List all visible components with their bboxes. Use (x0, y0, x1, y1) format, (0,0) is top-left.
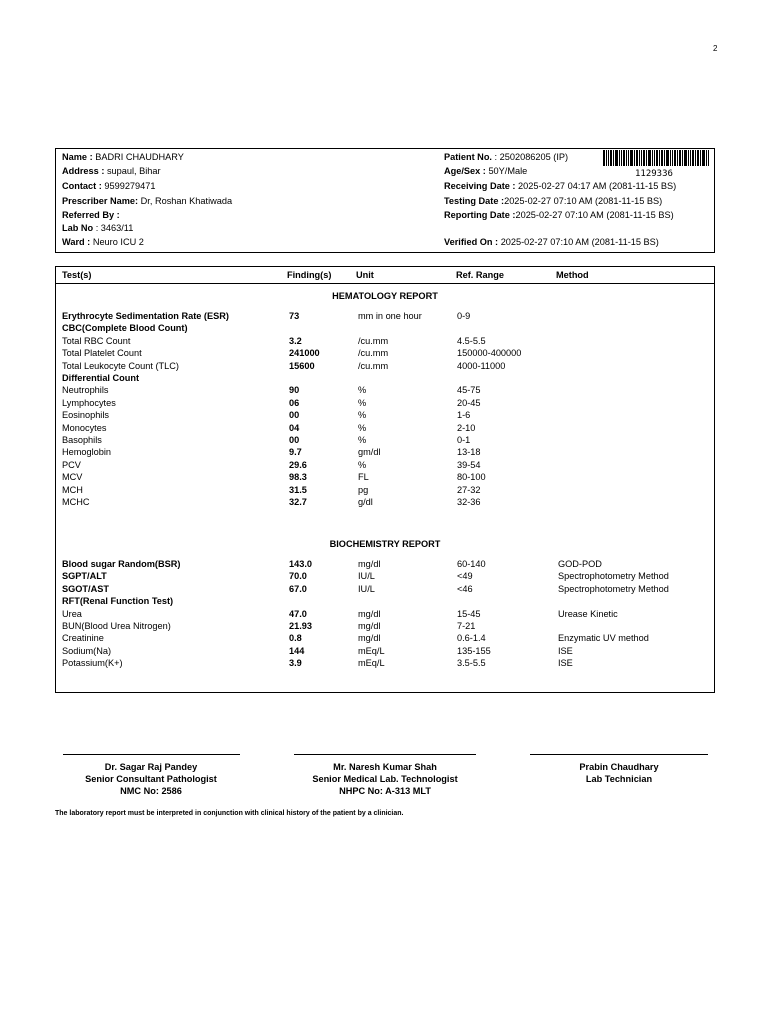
cell-test: Total Platelet Count (62, 348, 142, 359)
cell-test: Hemoglobin (62, 447, 112, 458)
cell-method: Spectrophotometry Method (558, 571, 669, 582)
cell-finding: 241000 (289, 348, 320, 359)
signatory-name: Prabin Chaudhary (579, 762, 659, 772)
cell-test: Differential Count (62, 373, 140, 383)
age-sex: 50Y/Male (488, 166, 528, 176)
cell-unit: % (358, 385, 367, 396)
ward-line: Ward : Neuro ICU 2 (62, 237, 144, 247)
cell-ref: 4.5-5.5 (457, 335, 486, 346)
cell-test: Erythrocyte Sedimentation Rate (ESR) (62, 311, 229, 321)
cell-unit: % (358, 422, 367, 433)
ward: Neuro ICU 2 (92, 237, 144, 247)
cell-test: Total Leukocyte Count (TLC) (62, 360, 179, 371)
reporting-date: 2025-02-27 07:10 AM (2081-11-15 BS) (515, 210, 674, 220)
cell-unit: IU/L (358, 583, 375, 594)
cell-ref: 1-6 (457, 410, 471, 421)
cell-test: SGPT/ALT (62, 571, 107, 582)
cell-unit: mg/dl (358, 621, 381, 631)
col-header-ref-range: Ref. Range (456, 270, 504, 280)
cell-unit: g/dl (358, 497, 373, 507)
cell-ref: 0-9 (457, 311, 471, 321)
cell-finding: 29.6 (289, 459, 307, 470)
lab-no: : 3463/11 (95, 223, 134, 233)
cell-unit: IU/L (358, 571, 375, 582)
cell-ref: 80-100 (457, 472, 486, 483)
cell-test: CBC(Complete Blood Count) (62, 323, 188, 334)
cell-finding: 90 (289, 385, 300, 396)
cell-unit: mEq/L (358, 658, 385, 669)
barcode-icon (603, 150, 709, 166)
cell-unit: % (358, 435, 367, 445)
col-header-unit: Unit (356, 270, 374, 280)
cell-finding: 9.7 (289, 447, 302, 458)
cell-test: Basophils (62, 435, 102, 445)
cell-test: Total RBC Count (62, 335, 131, 346)
cell-unit: FL (358, 472, 369, 483)
patient-no-line: Patient No. : 2502086205 (IP) (444, 152, 569, 162)
cell-unit: mg/dl (358, 633, 381, 644)
cell-finding: 70.0 (289, 571, 307, 582)
reporting-date-line: Reporting Date :2025-02-27 07:10 AM (2081-11-15 BS) (444, 210, 674, 220)
cell-finding: 0.8 (289, 633, 302, 644)
cell-unit: gm/dl (358, 447, 381, 458)
cell-method: ISE (558, 645, 573, 656)
cell-method: Urease Kinetic (558, 608, 618, 619)
header-divider (55, 283, 715, 284)
cell-unit: pg (358, 484, 369, 495)
page-number: 2 (713, 44, 718, 53)
cell-ref: <46 (457, 583, 473, 594)
receiving-date-line: Receiving Date : 2025-02-27 04:17 AM (2081-11-15 BS) (444, 181, 677, 191)
signatory-name: Dr. Sagar Raj Pandey (104, 762, 198, 772)
contact-line: Contact : 9599279471 (62, 181, 156, 191)
cell-finding: 15600 (289, 360, 315, 371)
cell-finding: 32.7 (289, 497, 307, 507)
cell-unit: /cu.mm (358, 348, 389, 359)
cell-finding: 144 (289, 645, 305, 656)
cell-unit: mg/dl (358, 559, 381, 569)
cell-ref: 150000-400000 (457, 348, 522, 359)
cell-unit: /cu.mm (358, 335, 389, 346)
signature-line-2 (294, 754, 476, 755)
cell-test: MCH (62, 484, 83, 495)
cell-unit: mm in one hour (358, 311, 422, 321)
cell-finding: 3.2 (289, 335, 302, 346)
cell-method: Spectrophotometry Method (558, 583, 669, 594)
cell-ref: 135-155 (457, 645, 491, 656)
cell-test: Creatinine (62, 633, 104, 644)
cell-test: Lymphocytes (62, 397, 116, 408)
cell-finding: 3.9 (289, 658, 302, 669)
cell-unit: % (358, 459, 367, 470)
prescriber: Dr, Roshan Khatiwada (140, 196, 233, 206)
signature-line-3 (530, 754, 708, 755)
cell-finding: 73 (289, 311, 300, 321)
receiving-date: 2025-02-27 04:17 AM (2081-11-15 BS) (518, 181, 677, 191)
cell-method: GOD-POD (558, 559, 602, 569)
cell-unit: % (358, 397, 367, 408)
cell-test: Sodium(Na) (62, 645, 112, 656)
footer-note: The laboratory report must be interpreted in conjunction with clinical history of the patient by a clinician. (55, 810, 404, 817)
cell-method: ISE (558, 658, 573, 669)
cell-test: Urea (62, 608, 82, 619)
cell-ref: 0.6-1.4 (457, 633, 486, 644)
cell-unit: mEq/L (358, 645, 385, 656)
cell-test: RFT(Renal Function Test) (62, 596, 174, 607)
address: supaul, Bihar (106, 166, 161, 176)
verified-on: 2025-02-27 07:10 AM (2081-11-15 BS) (500, 237, 659, 247)
cell-ref: 60-140 (457, 559, 486, 569)
patient-name-line: Name : BADRI CHAUDHARY (62, 152, 184, 162)
cell-ref: 39-54 (457, 459, 481, 470)
contact: 9599279471 (104, 181, 156, 191)
col-header-test: Test(s) (62, 270, 92, 280)
cell-ref: 15-45 (457, 608, 481, 619)
cell-finding: 47.0 (289, 608, 307, 619)
cell-finding: 21.93 (289, 621, 312, 631)
cell-ref: 45-75 (457, 385, 481, 396)
patient-name: BADRI CHAUDHARY (95, 152, 184, 162)
biochemistry-title: BIOCHEMISTRY REPORT (329, 539, 441, 549)
cell-ref: 3.5-5.5 (457, 658, 486, 669)
cell-ref: 4000-11000 (457, 360, 506, 371)
cell-method: Enzymatic UV method (558, 633, 649, 644)
cell-finding: 31.5 (289, 484, 307, 495)
cell-test: Monocytes (62, 422, 107, 433)
signature-line-1 (63, 754, 240, 755)
cell-test: BUN(Blood Urea Nitrogen) (62, 621, 171, 631)
patient-no: : 2502086205 (IP) (494, 152, 569, 162)
cell-finding: 00 (289, 435, 300, 445)
signature-block-1 (50, 761, 252, 797)
cell-finding: 143.0 (289, 559, 312, 569)
testing-date: 2025-02-27 07:10 AM (2081-11-15 BS) (504, 196, 663, 206)
verified-on-line: Verified On : 2025-02-27 07:10 AM (2081-11-15 BS) (444, 237, 659, 247)
cell-finding: 98.3 (289, 472, 307, 483)
signatory-name: Mr. Naresh Kumar Shah (333, 762, 437, 772)
cell-ref: 7-21 (457, 621, 476, 631)
signatory-reg: NMC No: 2586 (120, 786, 182, 796)
cell-unit: mg/dl (358, 608, 381, 619)
signature-block-2 (285, 761, 485, 797)
cell-test: SGOT/AST (62, 583, 109, 594)
address-line: Address : supaul, Bihar (62, 166, 161, 176)
cell-finding: 04 (289, 422, 300, 433)
signatory-title: Senior Consultant Pathologist (85, 774, 217, 784)
cell-test: MCV (62, 472, 83, 483)
cell-ref: <49 (457, 571, 473, 582)
cell-test: Blood sugar Random(BSR) (62, 559, 181, 569)
col-header-method: Method (556, 270, 589, 280)
cell-test: MCHC (62, 497, 90, 507)
cell-test: Potassium(K+) (62, 658, 123, 669)
cell-ref: 0-1 (457, 435, 471, 445)
testing-date-line: Testing Date :2025-02-27 07:10 AM (2081-11-15 BS) (444, 196, 663, 206)
cell-ref: 2-10 (457, 422, 476, 433)
hematology-title: HEMATOLOGY REPORT (332, 291, 438, 301)
cell-ref: 20-45 (457, 397, 481, 408)
prescriber-line: Prescriber Name: Dr, Roshan Khatiwada (62, 196, 233, 206)
signatory-reg: NHPC No: A-313 MLT (339, 786, 431, 796)
cell-finding: 00 (289, 410, 300, 421)
cell-ref: 27-32 (457, 484, 481, 495)
cell-finding: 67.0 (289, 583, 307, 594)
barcode-number: 1129336 (635, 169, 673, 179)
lab-no-line: Lab No : 3463/11 (62, 223, 134, 233)
cell-ref: 13-18 (457, 447, 481, 458)
cell-finding: 06 (289, 397, 300, 408)
age-sex-line: Age/Sex : 50Y/Male (444, 166, 528, 176)
cell-test: Eosinophils (62, 410, 109, 421)
signatory-title: Lab Technician (585, 774, 653, 784)
cell-unit: /cu.mm (358, 360, 389, 371)
referred-by-label: Referred By : (62, 210, 120, 220)
cell-test: PCV (62, 459, 81, 470)
signature-block-3 (519, 761, 719, 785)
cell-unit: % (358, 410, 367, 421)
col-header-finding: Finding(s) (287, 270, 332, 280)
signatory-title: Senior Medical Lab. Technologist (312, 774, 458, 784)
cell-ref: 32-36 (457, 497, 481, 507)
cell-test: Neutrophils (62, 385, 109, 396)
